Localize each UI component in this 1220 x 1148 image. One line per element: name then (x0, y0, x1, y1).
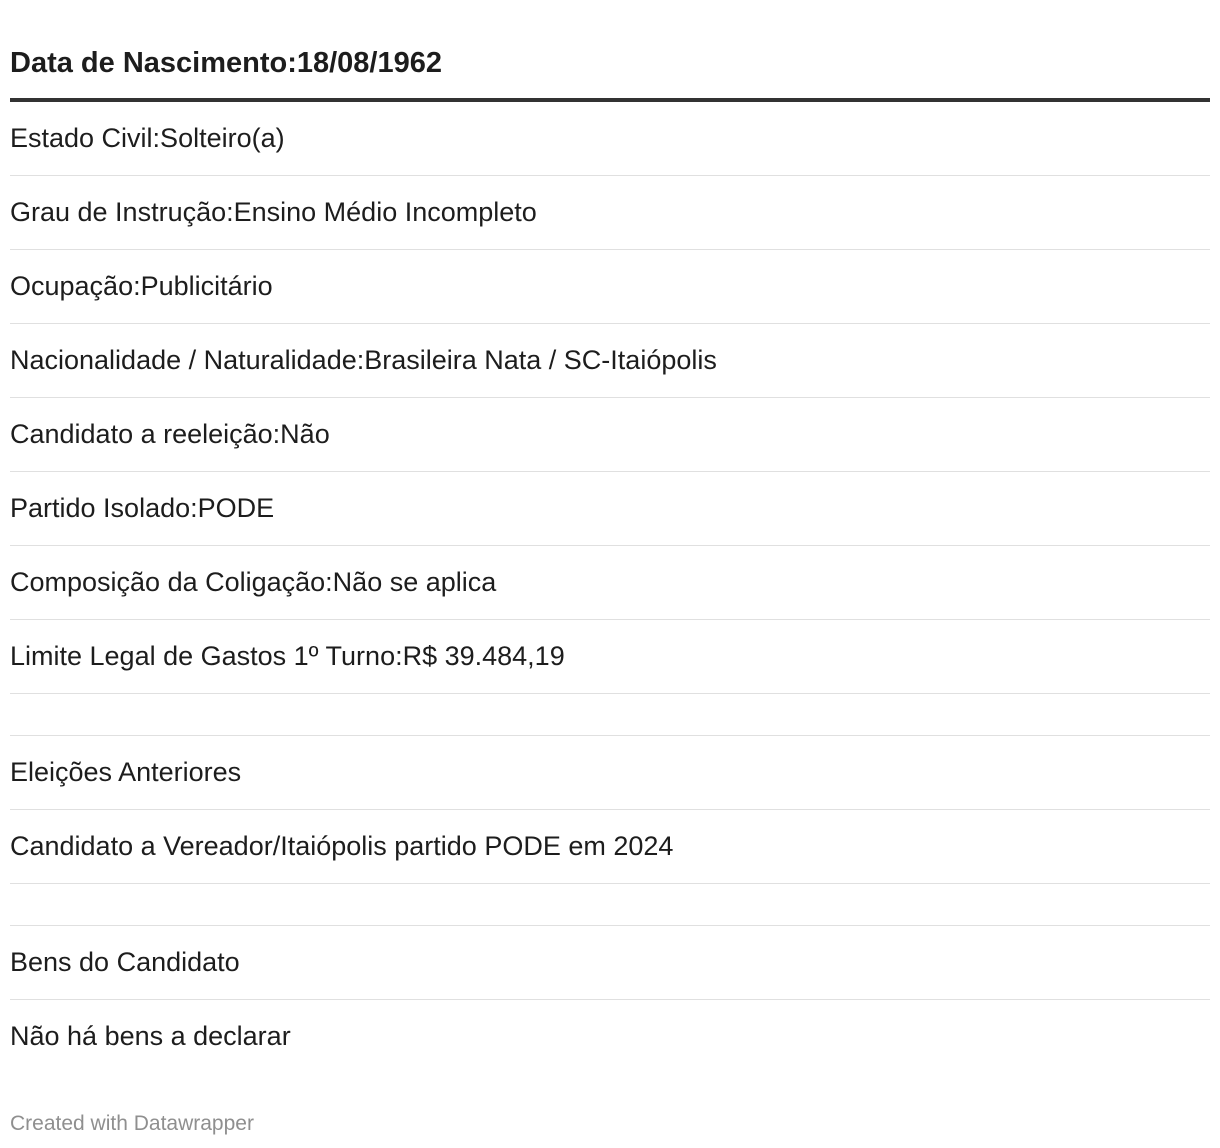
table-cell: Candidato a reeleição:Não (10, 419, 330, 449)
table-cell: Ocupação:Publicitário (10, 271, 273, 301)
header-birth-date: Data de Nascimento:18/08/1962 (10, 47, 442, 79)
table-cell: Limite Legal de Gastos 1º Turno:R$ 39.484,19 (10, 641, 565, 671)
table-cell: Candidato a Vereador/Itaiópolis partido PODE em 2024 (10, 831, 674, 861)
table-cell: Nacionalidade / Naturalidade:Brasileira Nata / SC-Itaiópolis (10, 345, 717, 375)
table-row-spacer (10, 694, 1210, 736)
table-row-reelection (10, 398, 1210, 472)
table-cell: Eleições Anteriores (10, 757, 242, 787)
table-cell: Grau de Instrução:Ensino Médio Incompleto (10, 197, 537, 227)
table-header (10, 0, 1210, 102)
table-row-education (10, 176, 1210, 250)
table-cell: Composição da Coligação:Não se aplica (10, 567, 497, 597)
table-row-previous-election (10, 810, 1210, 884)
datawrapper-credit: Created with Datawrapper (10, 1112, 254, 1135)
table-cell: Partido Isolado:PODE (10, 493, 275, 523)
table-row-nationality (10, 324, 1210, 398)
table-row-marital-status (10, 102, 1210, 176)
table-row-previous-elections-heading (10, 736, 1210, 810)
table-cell: Bens do Candidato (10, 947, 240, 977)
table-cell: Estado Civil:Solteiro(a) (10, 123, 285, 153)
table-row-occupation (10, 250, 1210, 324)
table-row-party (10, 472, 1210, 546)
table-row-assets-heading (10, 926, 1210, 1000)
table-row-assets (10, 1000, 1210, 1073)
table-row-spacer (10, 884, 1210, 926)
table-cell: Não há bens a declarar (10, 1021, 291, 1051)
table-row-coalition (10, 546, 1210, 620)
candidate-info-table (10, 0, 1210, 1073)
table-row-spending-limit (10, 620, 1210, 694)
